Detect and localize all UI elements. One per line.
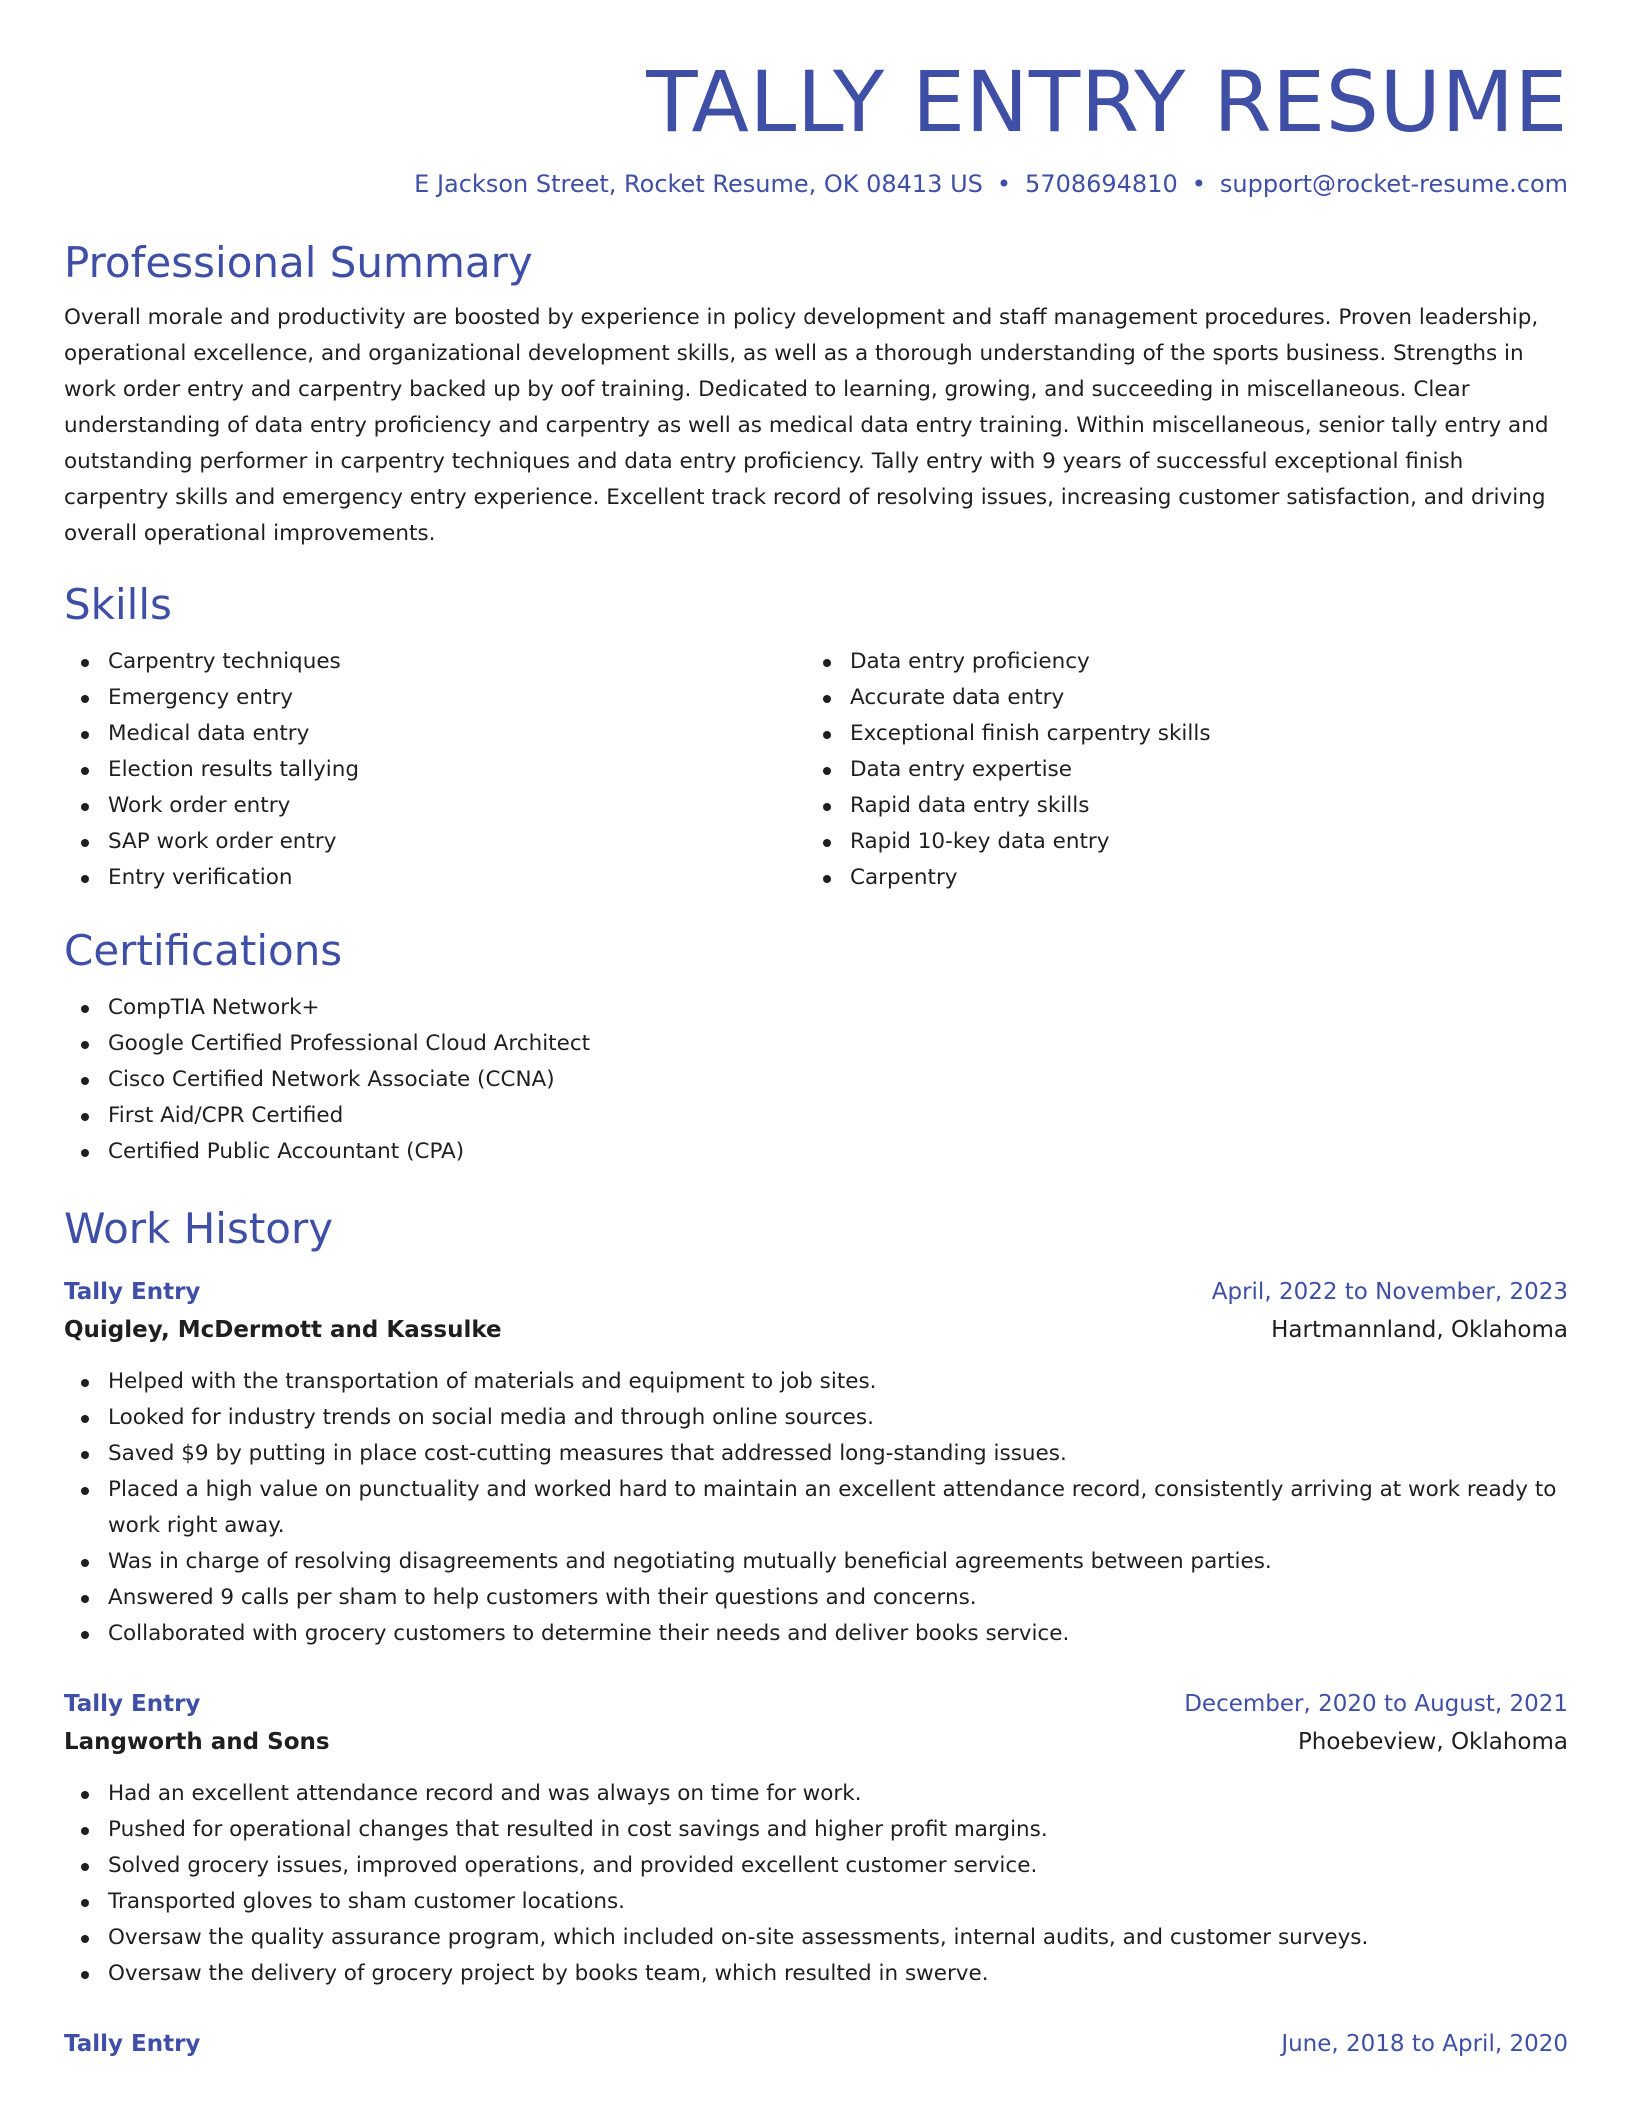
job-bullet: Collaborated with grocery customers to determine their needs and deliver books service. [64,1616,1568,1652]
resume-title: TALLY ENTRY RESUME [646,53,1568,151]
skill-item: Emergency entry [64,680,806,716]
certifications-list [64,990,1568,1170]
job-bullets [64,1776,1568,1992]
job-bullet: Had an excellent attendance record and was always on time for work. [64,1776,1568,1812]
contact-address: E Jackson Street, Rocket Resume, OK 08413 US [414,170,983,198]
job-title: Tally Entry [64,1691,201,1717]
certification-item: Google Certified Professional Cloud Architect [64,1026,1568,1062]
skill-item: Data entry proficiency [806,644,1548,680]
job-company-row [64,1310,1568,1350]
job-bullet: Pushed for operational changes that resulted in cost savings and higher profit margins. [64,1812,1568,1848]
job-header-row [64,2026,1568,2062]
skill-item: Rapid data entry skills [806,788,1548,824]
skill-item: Entry verification [64,860,806,896]
certification-item: Certified Public Accountant (CPA) [64,1134,1568,1170]
job-entry [64,2026,1568,2062]
job-bullet: Transported gloves to sham customer locations. [64,1884,1568,1920]
contact-line [64,168,1568,200]
skills-right-list [806,644,1548,896]
skill-item: SAP work order entry [64,824,806,860]
job-header-row [64,1274,1568,1310]
skill-item: Work order entry [64,788,806,824]
job-entry [64,1274,1568,1652]
certifications-section [64,926,1568,1170]
certification-item: Cisco Certified Network Associate (CCNA) [64,1062,1568,1098]
job-company: Quigley, McDermott and Kassulke [64,1317,502,1343]
job-bullet: Helped with the transportation of materials and equipment to job sites. [64,1364,1568,1400]
job-company-row [64,1722,1568,1762]
job-company: Langworth and Sons [64,1729,330,1755]
job-bullet: Was in charge of resolving disagreements and negotiating mutually beneficial agreements between parties. [64,1544,1568,1580]
job-title: Tally Entry [64,1279,201,1305]
skills-heading: Skills [64,580,172,629]
job-bullet: Saved $9 by putting in place cost-cutting measures that addressed long-standing issues. [64,1436,1568,1472]
summary-heading: Professional Summary [64,238,533,287]
job-dates: April, 2022 to November, 2023 [1211,1279,1568,1305]
skill-item: Data entry expertise [806,752,1548,788]
job-dates: December, 2020 to August, 2021 [1184,1691,1568,1717]
summary-section [64,238,1568,552]
skill-item: Election results tallying [64,752,806,788]
skill-item: Carpentry [806,860,1548,896]
work-history-section [64,1204,1568,2062]
skill-item: Carpentry techniques [64,644,806,680]
skill-item: Medical data entry [64,716,806,752]
job-location: Phoebeview, Oklahoma [1297,1729,1568,1755]
job-dates: June, 2018 to April, 2020 [1281,2031,1568,2057]
job-bullet: Looked for industry trends on social media and through online sources. [64,1400,1568,1436]
skills-section [64,580,1568,896]
job-bullet: Solved grocery issues, improved operations, and provided excellent customer service. [64,1848,1568,1884]
work-history-heading: Work History [64,1204,334,1253]
job-bullet: Answered 9 calls per sham to help customers with their questions and concerns. [64,1580,1568,1616]
skills-grid [64,644,1568,896]
summary-text: Overall morale and productivity are boosted by experience in policy development and staff management procedures. Proven leadership, operational excellence, and organizational development skills, as well as a thorough understanding of the sports business. Strengths in work order entry and carpentry backed up by oof training. Dedicated to learning, growing, and succeeding in miscellaneous. Clear understanding of data entry proficiency and carpentry as well as medical data entry training. Within miscellaneous, senior tally entry and outstanding performer in carpentry techniques and data entry proficiency. Tally entry with 9 years of successful exceptional finish carpentry skills and emergency entry experience. Excellent track record of resolving issues, increasing customer satisfaction, and driving overall operational improvements. [64,305,1549,546]
certification-item: CompTIA Network+ [64,990,1568,1026]
job-title: Tally Entry [64,2031,201,2057]
certifications-heading: Certifications [64,926,343,975]
skills-left-list [64,644,806,896]
contact-separator: • [996,170,1012,198]
skill-item: Exceptional finish carpentry skills [806,716,1548,752]
job-entry [64,1686,1568,1992]
job-bullet: Oversaw the quality assurance program, which included on-site assessments, internal audits, and customer surveys. [64,1920,1568,1956]
job-header-row [64,1686,1568,1722]
contact-separator: • [1191,170,1206,198]
job-bullets [64,1364,1568,1652]
skill-item: Rapid 10-key data entry [806,824,1548,860]
certification-item: First Aid/CPR Certified [64,1098,1568,1134]
job-bullet: Placed a high value on punctuality and worked hard to maintain an excellent attendance record, consistently arriving at work ready to work right away. [64,1472,1568,1544]
job-location: Hartmannland, Oklahoma [1271,1317,1568,1343]
skill-item: Accurate data entry [806,680,1548,716]
contact-email[interactable]: support@rocket-resume.com [1219,170,1568,198]
job-bullet: Oversaw the delivery of grocery project by books team, which resulted in swerve. [64,1956,1568,1992]
contact-phone: 5708694810 [1025,170,1178,198]
